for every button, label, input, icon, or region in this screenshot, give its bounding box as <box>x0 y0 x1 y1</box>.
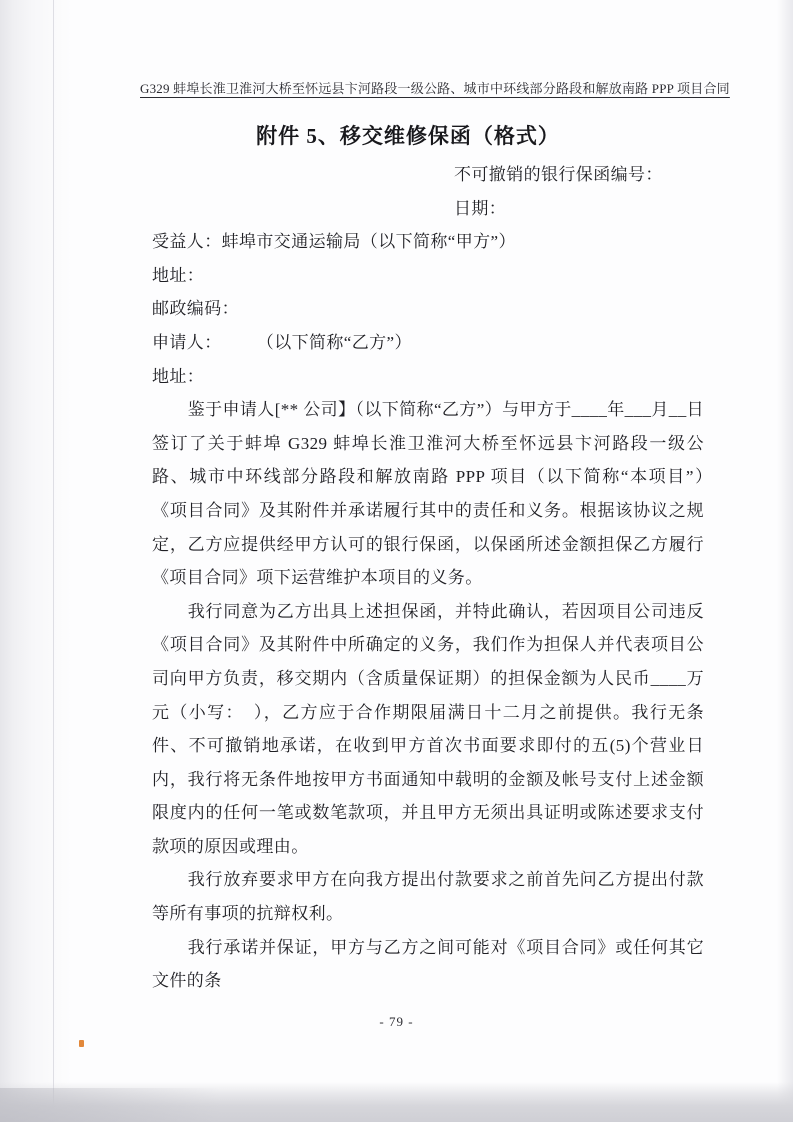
document-body <box>152 158 722 998</box>
paragraph-guarantee-amount: 我行同意为乙方出具上述担保函，并特此确认，若因项目公司违反《项目合同》及其附件中所确定的义务，我们作为担保人并代表项目公司向甲方负责，移交期内（含质量保证期）的担保金额为人民币____万元（小写： ），乙方应于合作期限届满日十二月之前提供。我行无条件、不可撤销地承诺，在收到甲方首次书面要求即付的五(5)个营业日内，我行将无条件地按甲方书面通知中载明的金额及帐号支付上述金额限度内的任何一笔或数笔款项，并且甲方无须出具证明或陈述要求支付款项的原因或理由。 <box>152 601 704 856</box>
paragraph-whereas: 鉴于申请人[** 公司】（以下简称“乙方”）与甲方于____年___月__日签订了关于蚌埠 G329 蚌埠长淮卫淮河大桥至怀远县卞河路段一级公路、城市中环线部分路段和解放南路 PPP 项目（以下简称“本项目”） 《项目合同》及其附件并承诺履行其中的责任和义务。根据该协议之规定，乙方应提供经甲方认可的银行保函，以保函所述金额担保乙方履行《项目合同》项下运营维护本项目的义务。 <box>152 400 722 588</box>
postal-code-field: 邮政编码： <box>152 299 239 319</box>
applicant-field: 申请人： （以下简称“乙方”） <box>152 332 412 352</box>
applicant-address-field: 地址： <box>152 366 205 386</box>
paragraph-waiver: 我行放弃要求甲方在向我方提出付款要求之前首先问乙方提出付款等所有事项的抗辩权利。 <box>152 870 704 924</box>
date-label: 日期： <box>454 198 507 218</box>
beneficiary-field: 受益人：蚌埠市交通运输局（以下简称“甲方”） <box>152 232 516 252</box>
page-title: 附件 5、移交维修保函（格式） <box>256 124 560 148</box>
guarantee-number-label: 不可撤销的银行保函编号： <box>454 165 663 184</box>
scan-orange-speck <box>79 1040 84 1047</box>
scan-left-shadow <box>0 0 72 1122</box>
scan-left-crease-line <box>53 0 54 1122</box>
beneficiary-address-field: 地址： <box>152 265 205 285</box>
page-number: - 79 - <box>379 1014 414 1029</box>
paragraph-promise: 我行承诺并保证，甲方与乙方之间可能对《项目合同》或任何其它文件的条 <box>152 937 704 991</box>
document-running-header: G329 蚌埠长淮卫淮河大桥至怀远县卞河路段一级公路、城市中环线部分路段和解放南路 PPP 项目合同 <box>140 81 730 96</box>
scan-bottom-left-shadow <box>0 1088 220 1122</box>
scan-right-shadow <box>777 0 793 1122</box>
